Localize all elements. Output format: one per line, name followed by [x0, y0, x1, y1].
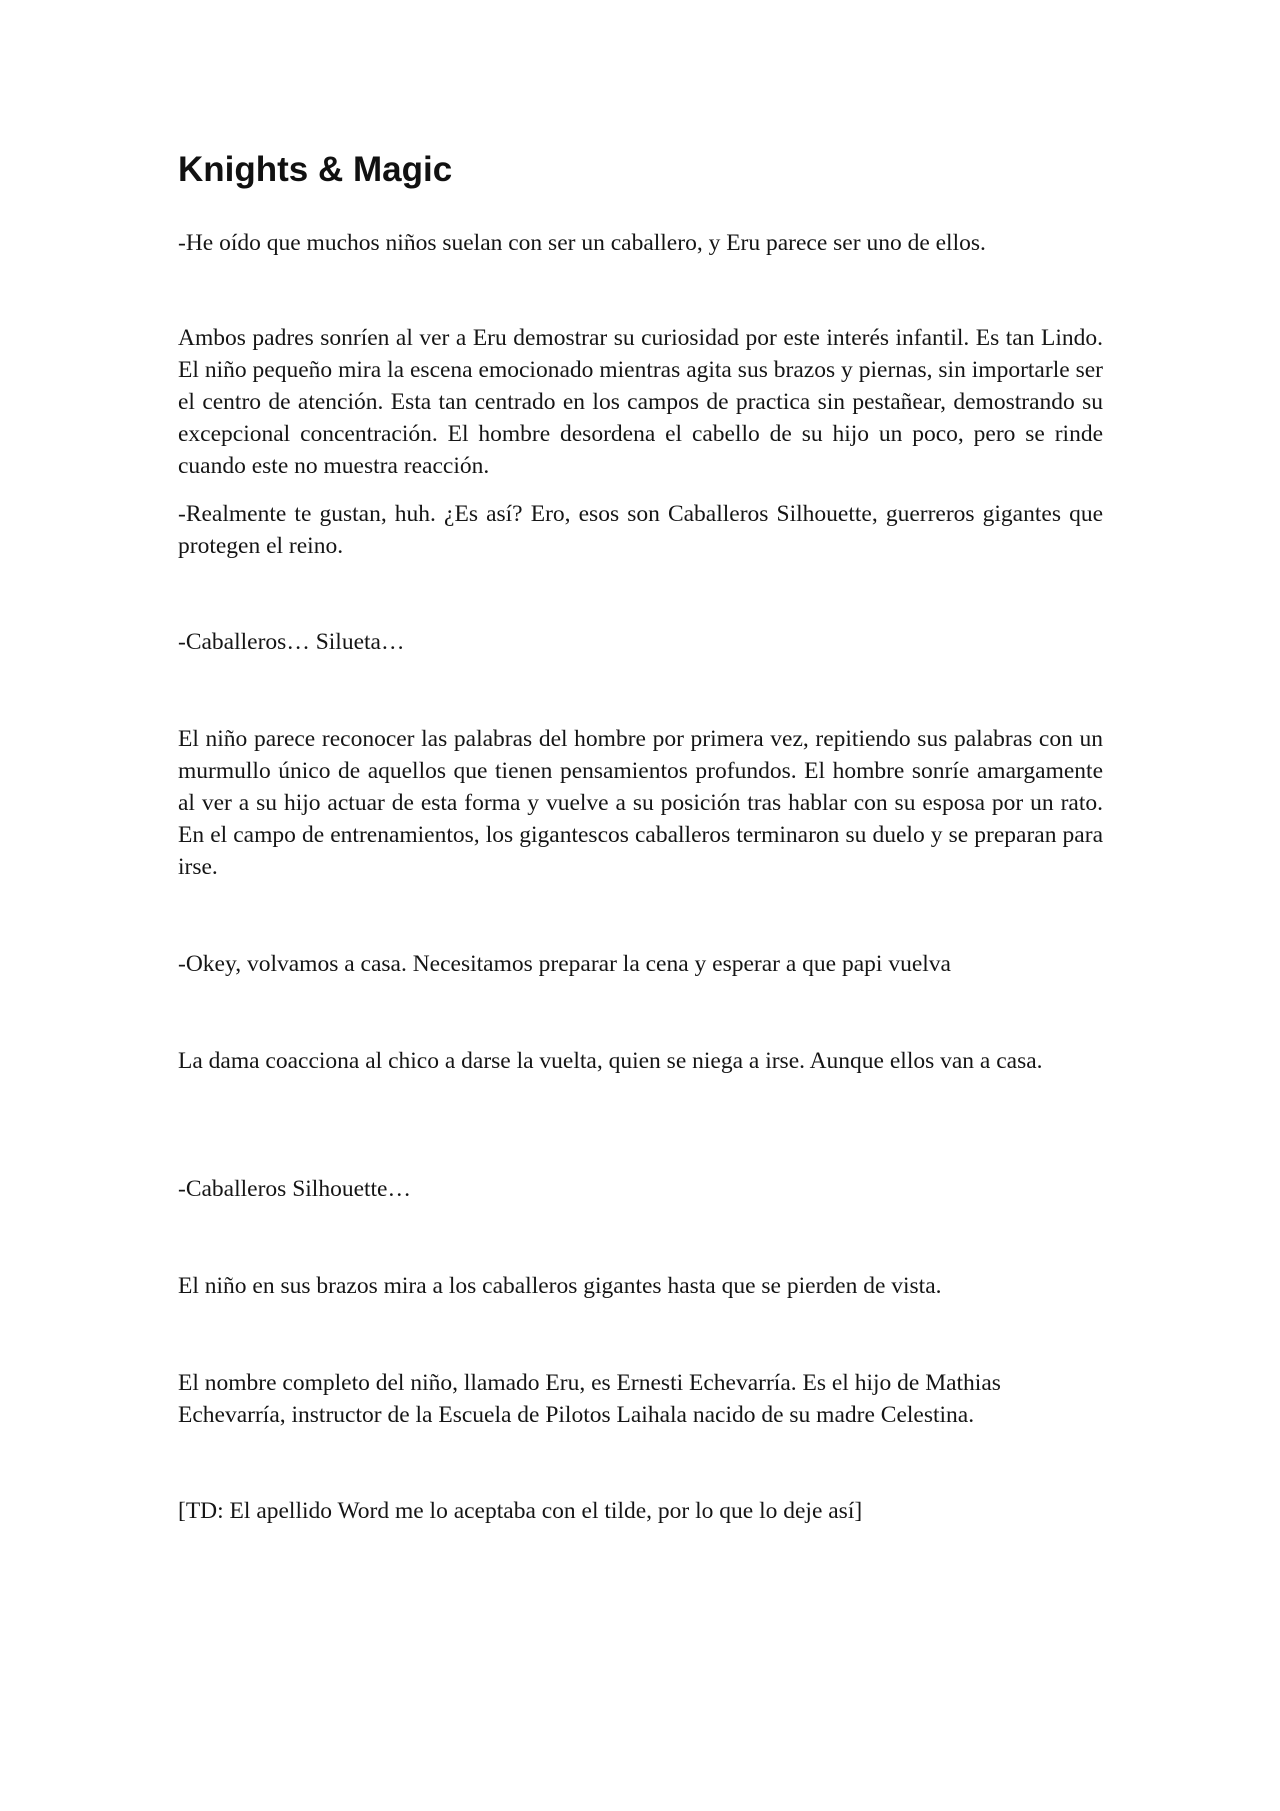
paragraph-5: El niño parece reconocer las palabras del hombre por primera vez, repitiendo sus palabras con un murmullo único de aquellos que tienen pensamientos profundos. El hombre sonríe amargamente al ver a su hijo actuar de esta forma y vuelve a su posición tras hablar con su esposa por un rato. En el campo de entrenamientos, los gigantescos caballeros terminaron su duelo y se preparan para irse.: [178, 726, 1103, 880]
paragraph-6: -Okey, volvamos a casa. Necesitamos preparar la cena y esperar a que papi vuelva: [178, 951, 951, 977]
paragraph-2: Ambos padres sonríen al ver a Eru demostrar su curiosidad por este interés infantil. Es tan Lindo. El niño pequeño mira la escena emocionado mientras agita sus brazos y piernas, sin importarle ser el centro de atención. Esta tan centrado en los campos de practica sin pestañear, demostrando su excepcional concentración. El hombre desordena el cabello de su hijo un poco, pero se rinde cuando este no muestra reacción.: [178, 325, 1103, 479]
page-title: Knights & Magic: [178, 150, 453, 189]
paragraph-3: -Realmente te gustan, huh. ¿Es así? Ero, esos son Caballeros Silhouette, guerreros gigantes que protegen el reino.: [178, 501, 1103, 559]
paragraph-8: -Caballeros Silhouette…: [178, 1176, 411, 1202]
paragraph-4: -Caballeros… Silueta…: [178, 629, 405, 655]
paragraph-7: La dama coacciona al chico a darse la vuelta, quien se niega a irse. Aunque ellos van a casa.: [178, 1048, 1043, 1074]
paragraph-9: El niño en sus brazos mira a los caballeros gigantes hasta que se pierden de vista.: [178, 1273, 942, 1299]
paragraph-11: [TD: El apellido Word me lo aceptaba con el tilde, por lo que lo deje así]: [178, 1498, 863, 1524]
paragraph-10: El nombre completo del niño, llamado Eru, es Ernesti Echevarría. Es el hijo de Mathias Echevarría, instructor de la Escuela de Pilotos Laihala nacido de su madre Celestina.: [178, 1370, 1001, 1428]
paragraph-1: -He oído que muchos niños suelan con ser un caballero, y Eru parece ser uno de ellos.: [178, 230, 986, 256]
